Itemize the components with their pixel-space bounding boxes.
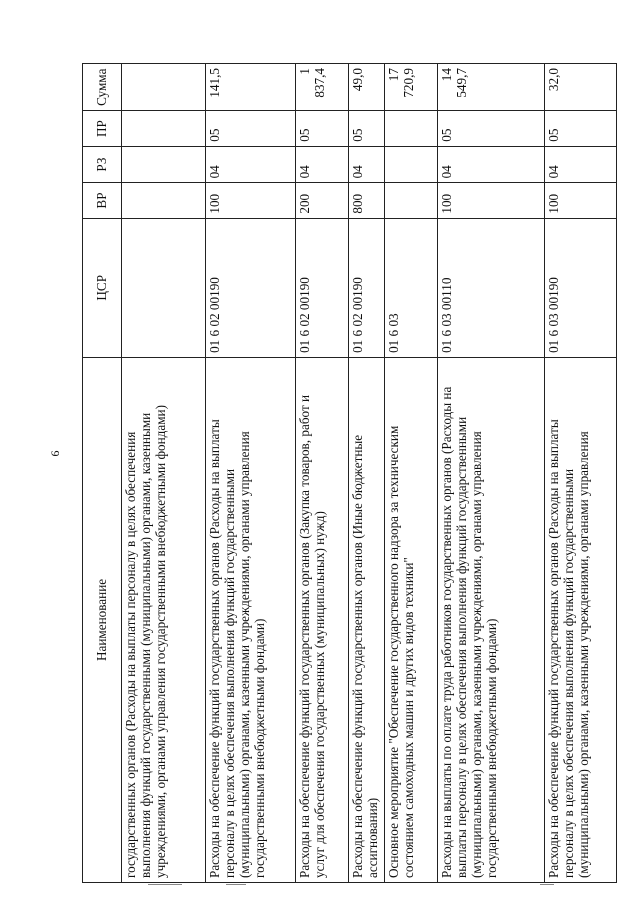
row-pr: 05	[206, 111, 295, 146]
row-sum: 32,0	[545, 64, 617, 111]
table-row	[295, 64, 348, 883]
row-name: Расходы на обеспечение функций государственных органов (Иные бюджетные ассигнования)	[349, 357, 385, 882]
row-vr	[384, 183, 437, 218]
row-csr: 01 6 02 00190	[295, 218, 348, 357]
row-rz	[384, 146, 437, 183]
table-row	[349, 64, 385, 883]
row-rz: 04	[295, 146, 348, 183]
row-name: Расходы на выплаты по оплате труда работников государственных органов (Расходы на выплаты персоналу в целях обеспечения выполнения функций государственными (муниципальными) органами, казенными учреждениями, органами управления государственными внебюджетными фондами)	[438, 357, 545, 882]
row-rz: 04	[349, 146, 385, 183]
row-sum: 14 549,7	[438, 64, 545, 111]
row-csr: 01 6 03 00110	[438, 218, 545, 357]
scan-mark	[540, 884, 554, 885]
table-row	[438, 64, 545, 883]
table-row	[545, 64, 617, 883]
row-vr: 200	[295, 183, 348, 218]
header-csr: ЦСР	[83, 218, 122, 357]
row-name: Расходы на обеспечение функций государственных органов (Расходы на выплаты персоналу в целях обеспечения выполнения функций государственными (муниципальными) органами, казенными учреждениями, органами управления государственными внебюджетными фондами)	[206, 357, 295, 882]
budget-table	[82, 63, 617, 883]
row-sum: 141,5	[206, 64, 295, 111]
row-vr: 100	[206, 183, 295, 218]
header-rz: РЗ	[83, 146, 122, 183]
row-sum: 1 837,4	[295, 64, 348, 111]
row-rz: 04	[206, 146, 295, 183]
row-rz	[122, 146, 206, 183]
row-rz: 04	[438, 146, 545, 183]
table-row	[206, 64, 295, 883]
table-row	[384, 64, 437, 883]
row-sum: 49,0	[349, 64, 385, 111]
row-sum	[122, 64, 206, 111]
row-csr: 01 6 03	[384, 218, 437, 357]
header-sum: Сумма	[83, 64, 122, 111]
row-name: Расходы на обеспечение функций государственных органов (Закупка товаров, работ и услуг для обеспечения государственных (муниципальных) нужд)	[295, 357, 348, 882]
row-pr: 05	[545, 111, 617, 146]
header-pr: ПР	[83, 111, 122, 146]
row-sum: 17 720,9	[384, 64, 437, 111]
header-name: Наименование	[83, 357, 122, 882]
row-rz: 04	[545, 146, 617, 183]
page-number: 9	[48, 450, 63, 457]
row-pr	[384, 111, 437, 146]
row-csr: 01 6 02 00190	[349, 218, 385, 357]
table-header-row	[83, 64, 122, 883]
scan-mark	[148, 884, 182, 885]
row-csr	[122, 218, 206, 357]
row-csr: 01 6 03 00190	[545, 218, 617, 357]
row-name: государственных органов (Расходы на выплаты персоналу в целях обеспечения выполнения функций государственными (муниципальными) органами, казенными учреждениями, органами управления государственными внебюджетными фондами)	[122, 357, 206, 882]
row-pr: 05	[349, 111, 385, 146]
row-vr	[122, 183, 206, 218]
row-name: Основное мероприятие "Обеспечение государственного надзора за техническим состоянием самоходных машин и других видов техники"	[384, 357, 437, 882]
scan-mark	[226, 884, 246, 885]
row-pr: 05	[295, 111, 348, 146]
rotated-page	[82, 63, 617, 883]
row-vr: 100	[545, 183, 617, 218]
header-vr: ВР	[83, 183, 122, 218]
table-row	[122, 64, 206, 883]
row-csr: 01 6 02 00190	[206, 218, 295, 357]
row-pr	[122, 111, 206, 146]
row-pr: 05	[438, 111, 545, 146]
row-vr: 100	[438, 183, 545, 218]
row-name: Расходы на обеспечение функций государственных органов (Расходы на выплаты персоналу в целях обеспечения выполнения функций государственными (муниципальными) органами, казенными учреждениями, органами управления	[545, 357, 617, 882]
row-vr: 800	[349, 183, 385, 218]
